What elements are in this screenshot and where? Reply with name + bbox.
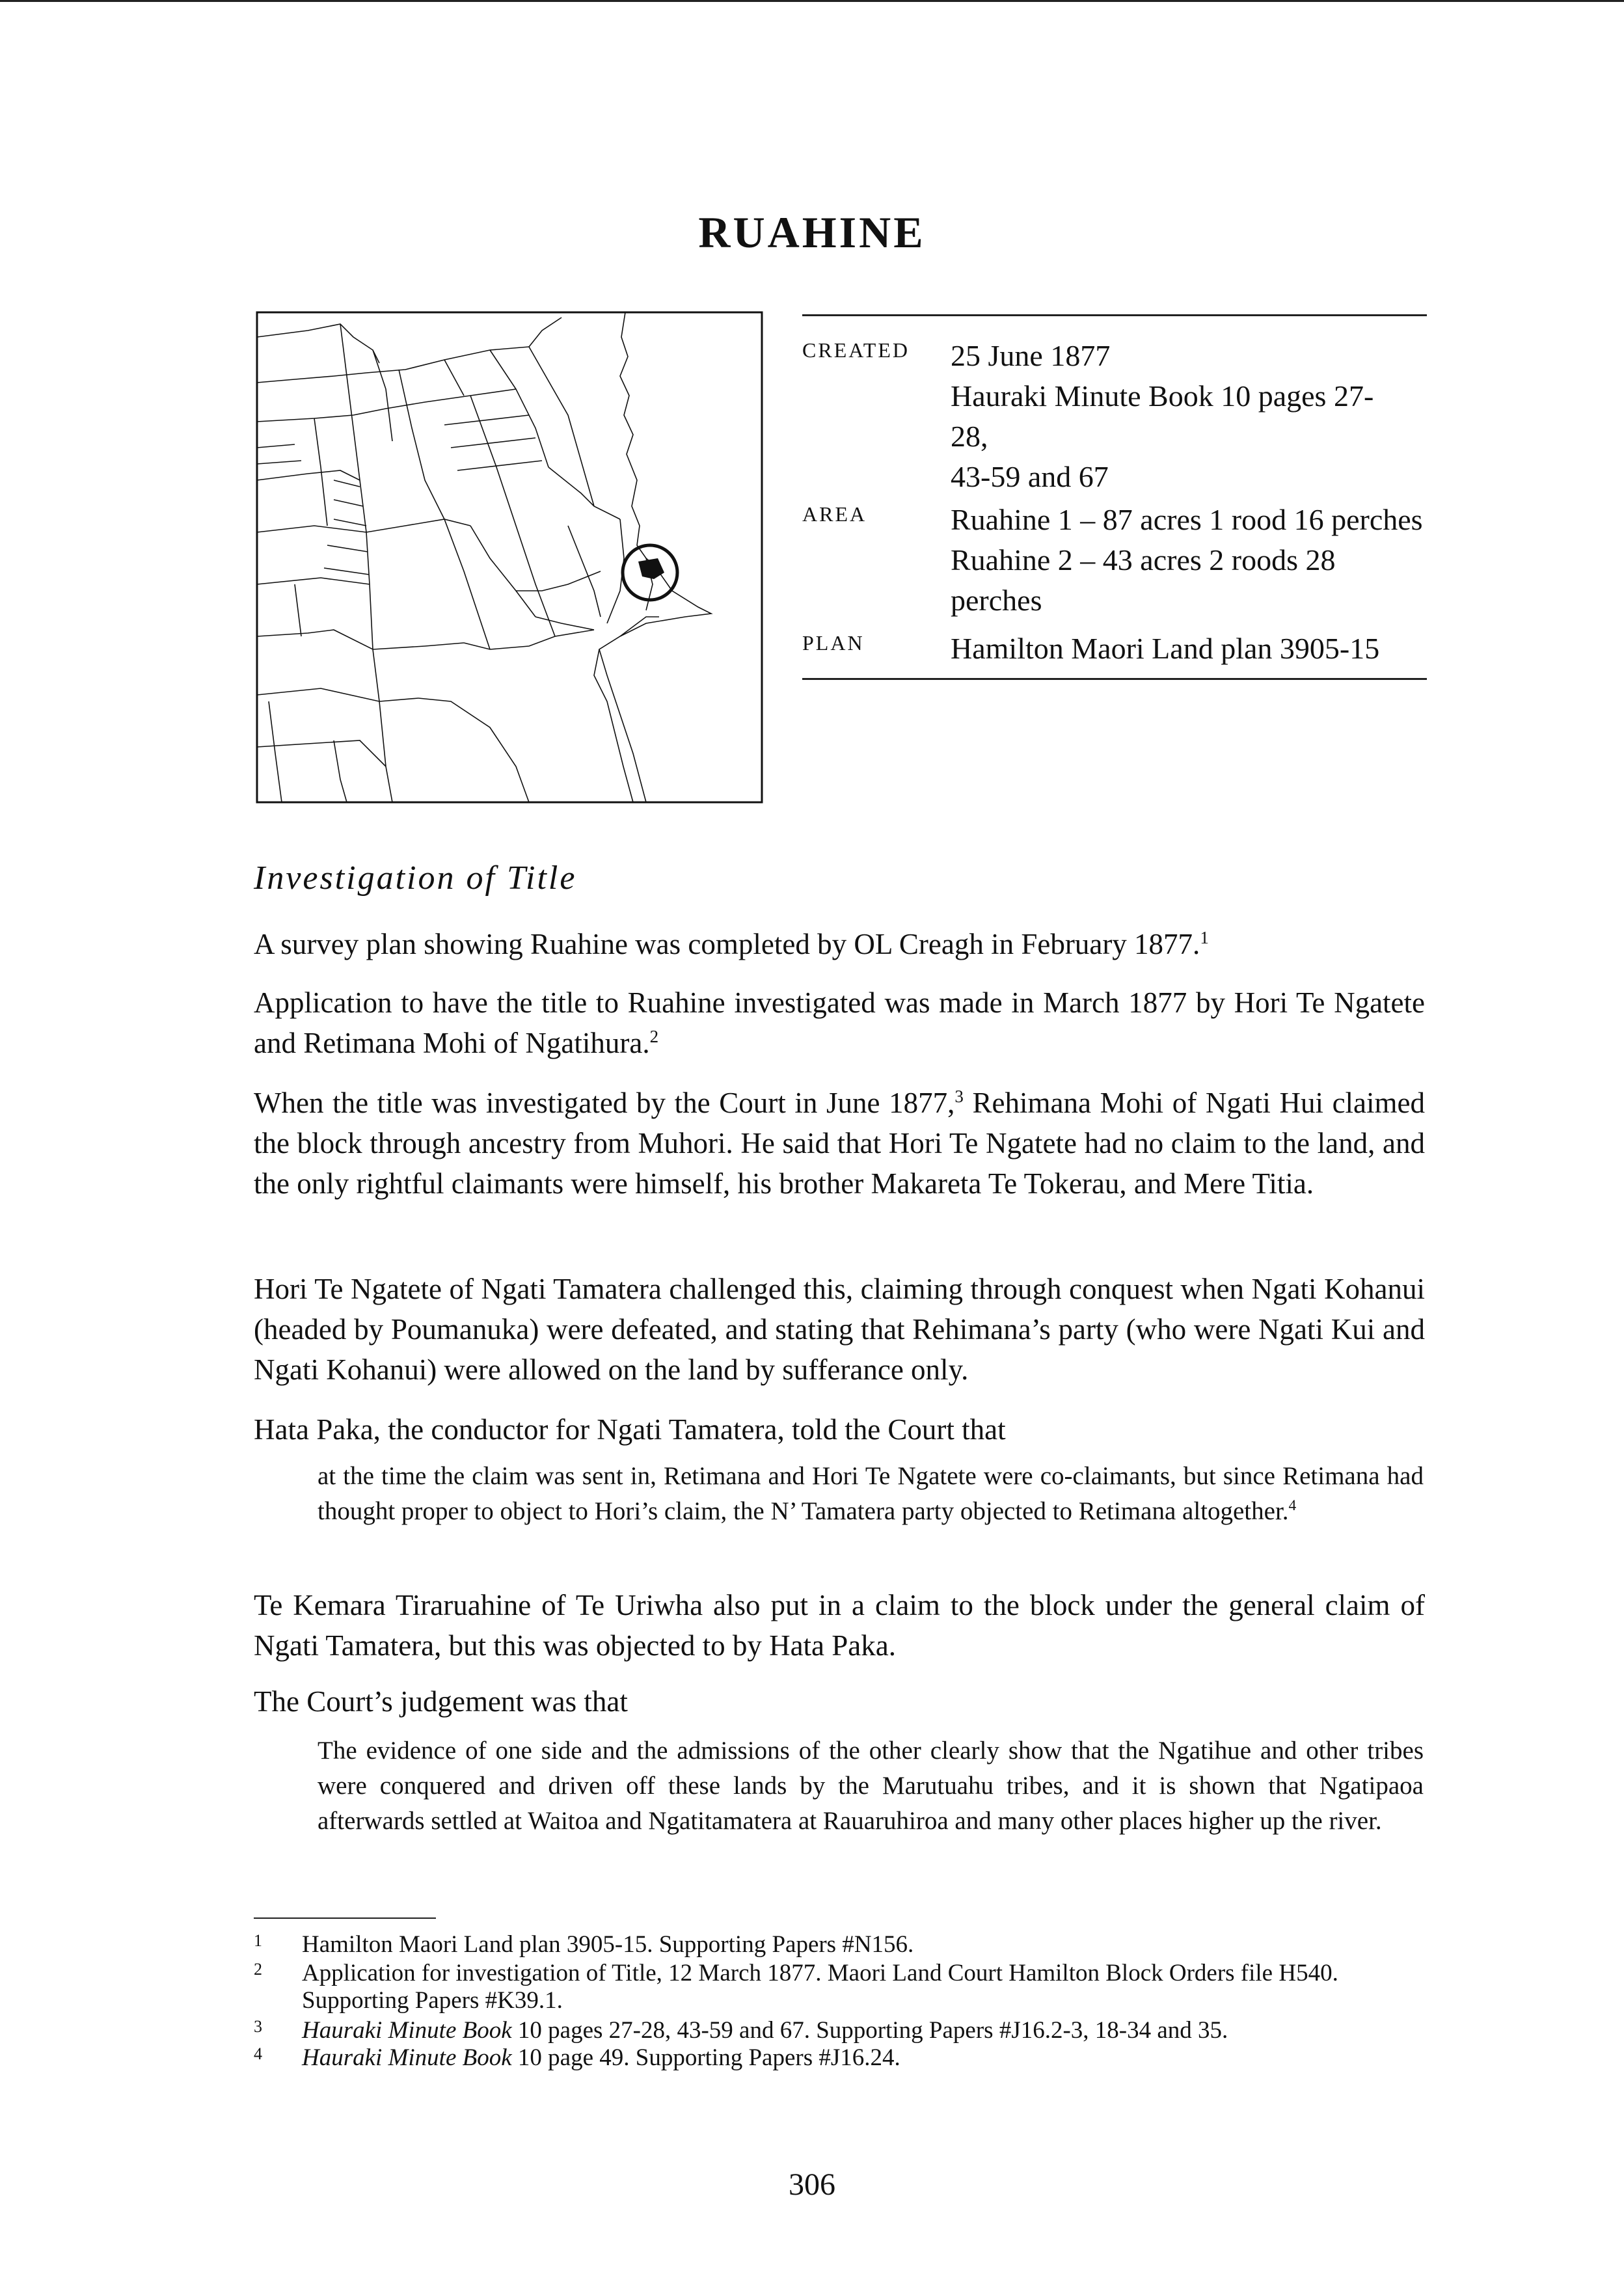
paragraph-1 <box>254 924 1425 964</box>
created-row <box>802 336 1427 497</box>
footnote-ref: 3 <box>954 1087 964 1106</box>
footnote-ref: 4 <box>1288 1497 1297 1514</box>
created-line: 25 June 1877 <box>951 339 1111 372</box>
location-map <box>256 311 763 804</box>
footnote-italic: Hauraki Minute Book <box>302 2017 512 2044</box>
paragraph-6 <box>254 1585 1425 1666</box>
created-line: 43-59 and 67 <box>951 460 1109 493</box>
paragraph-text: Rehimana Mohi of Ngati Hui claimed the block through ancestry from Muhori. He said that Hori Te Ngatete had no claim to the land, and the only rightful claimants were himself, his brother Makareta Te Tokerau, and Mere Titia. <box>254 1087 1426 1200</box>
footnote-text: Supporting Papers #K39.1. <box>302 1987 563 2014</box>
page-title: RUAHINE <box>698 208 926 257</box>
block-info-table <box>802 314 1427 680</box>
paragraph-3 <box>254 1083 1425 1204</box>
paragraph-text: A survey plan showing Ruahine was completed by OL Creagh in February 1877. <box>254 928 1200 960</box>
footnote-text: Application for investigation of Title, 12 March 1877. Maori Land Court Hamilton Block Orders file H540. <box>302 1960 1338 1986</box>
paragraph-text: The Court’s judgement was that <box>254 1685 628 1718</box>
area-line: perches <box>951 584 1042 617</box>
paragraph-4 <box>254 1269 1425 1390</box>
area-line: Ruahine 2 – 43 acres 2 roods 28 <box>951 543 1336 576</box>
paragraph-text: Application to have the title to Ruahine investigated was made in March 1877 by Hori Te Ngatete and Retimana Mohi of Ngatihura. <box>254 986 1425 1059</box>
plan-row <box>802 629 1427 669</box>
footnote-number: 1 <box>254 1931 262 1950</box>
paragraph-text: Te Kemara Tiraruahine of Te Uriwha also put in a claim to the block under the general claim of Ngati Tamatera, but this was objected to by Hata Paka. <box>254 1589 1425 1662</box>
footnote-ref: 2 <box>649 1027 659 1046</box>
paragraph-text: Hata Paka, the conductor for Ngati Tamatera, told the Court that <box>254 1413 1006 1446</box>
footnote-italic: Hauraki Minute Book <box>302 2044 512 2071</box>
paragraph-text: Hori Te Ngatete of Ngati Tamatera challenged this, claiming through conquest when Ngati Kohanui (headed by Poumanuka) were defeated, and stating that Rehimana’s party (who were Ngati Kui and Ngati Kohanui) were allowed on the land by sufferance only. <box>254 1273 1425 1386</box>
created-value <box>951 336 1427 497</box>
area-value <box>951 500 1427 621</box>
plan-label: PLAN <box>802 631 865 655</box>
footnote-rest: 10 page 49. Supporting Papers #J16.24. <box>511 2044 900 2071</box>
created-label: CREATED <box>802 338 910 362</box>
area-label: AREA <box>802 502 867 526</box>
info-top-rule <box>802 314 1427 316</box>
plan-line: Hamilton Maori Land plan 3905-15 <box>951 632 1380 665</box>
paragraph-2 <box>254 982 1425 1063</box>
created-line: 28, <box>951 420 988 453</box>
paragraph-7 <box>254 1681 1425 1722</box>
created-line: Hauraki Minute Book 10 pages 27- <box>951 379 1374 413</box>
footnote-number: 4 <box>254 2044 262 2063</box>
area-row <box>802 500 1427 621</box>
footnote-text: Hamilton Maori Land plan 3905-15. Supporting Papers #N156. <box>302 1931 914 1958</box>
footnote-number: 2 <box>254 1960 262 1979</box>
info-bottom-rule <box>802 678 1427 680</box>
footnote-ref: 1 <box>1200 928 1209 947</box>
page-number: 306 <box>789 2167 835 2202</box>
area-line: Ruahine 1 – 87 acres 1 rood 16 perches <box>951 503 1423 536</box>
quote-text: The evidence of one side and the admissions of the other clearly show that the Ngatihue and other tribes were conquered and driven off these lands by the Marutuahu tribes, and it is shown that Ngatipaoa afterwards settled at Waitoa and Ngatitamatera at Rauaruhiroa and many other places higher up the river. <box>318 1737 1424 1835</box>
footnote-text <box>302 2044 900 2072</box>
quote-text: at the time the claim was sent in, Retimana and Hori Te Ngatete were co-claimants, but since Retimana had thought proper to object to Hori’s claim, the N’ Tamatera party objected to Retimana altogether. <box>318 1462 1424 1525</box>
plan-value <box>951 629 1427 669</box>
footnote-rest: 10 pages 27-28, 43-59 and 67. Supporting Papers #J16.2-3, 18-34 and 35. <box>511 2017 1228 2044</box>
block-quote-1 <box>318 1459 1424 1529</box>
paragraph-5 <box>254 1409 1425 1450</box>
block-quote-2 <box>318 1733 1424 1839</box>
footnote-rule <box>254 1917 436 1919</box>
map-frame <box>257 312 762 802</box>
section-heading: Investigation of Title <box>254 860 577 897</box>
page-top-border <box>0 0 1624 2</box>
footnote-number: 3 <box>254 2017 262 2036</box>
paragraph-text: When the title was investigated by the Court in June 1877, <box>254 1087 955 1119</box>
footnote-text <box>302 2017 1228 2044</box>
